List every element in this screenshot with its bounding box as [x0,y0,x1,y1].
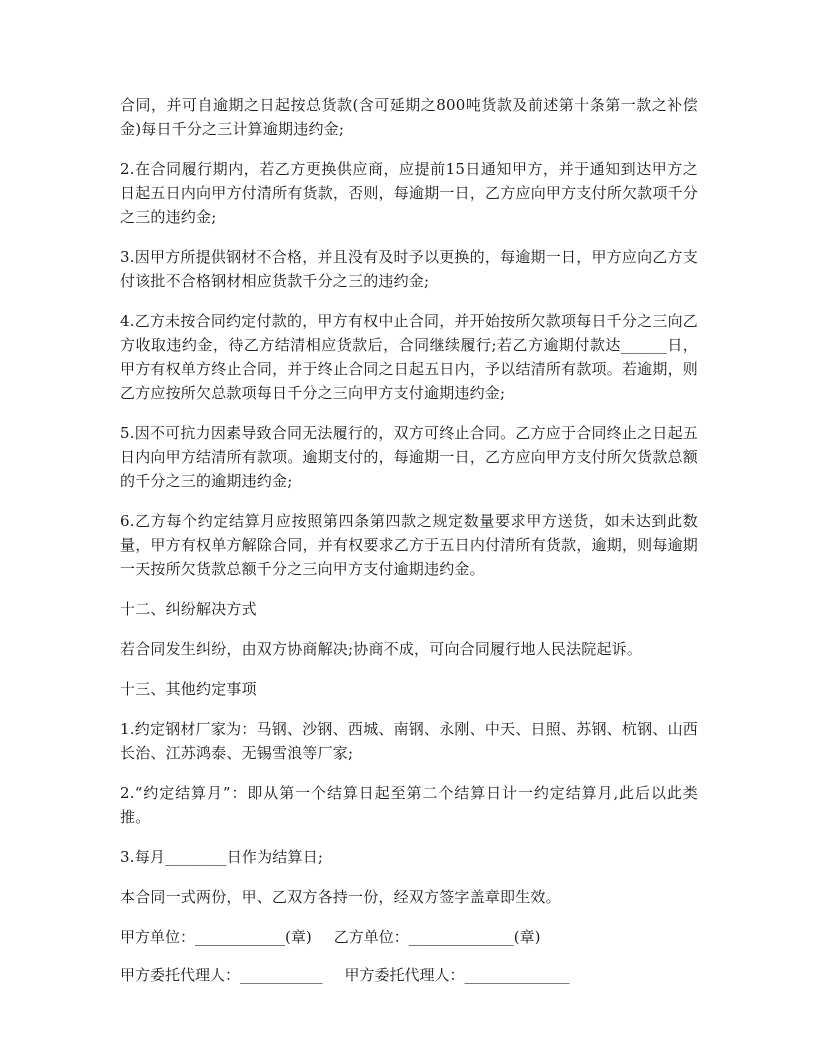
other-item-1: 1.约定钢材厂家为：马钢、沙钢、西城、南钢、永刚、中天、日照、苏钢、杭钢、山西长治、江苏鸿泰、无锡雪浪等厂家; [120,720,698,762]
clause-item-4: 4.乙方未按合同约定付款的，甲方有权中止合同，并开始按所欠款项每日千分之三向乙方收取违约金，待乙方结清相应货款后，合同继续履行;若乙方逾期付款达______日，甲方有权单方终止合同，并于终止合同之日起五日内，予以结清所有款项。若逾期，则乙方应按所欠总款项每日千分之三向甲方支付逾期违约金; [120,312,698,402]
dispute-resolution-text: 若合同发生纠纷，由双方协商解决;协商不成，可向合同履行地人民法院起诉。 [120,640,643,658]
clause-item-6: 6.乙方每个约定结算月应按照第四条第四款之规定数量要求甲方送货，如未达到此数量，甲方有权单方解除合同，并有权要求乙方于五日内付清所有货款，逾期，则每逾期一天按所欠货款总额千分之三向甲方支付逾期违约金。 [120,512,698,578]
other-item-3: 3.每月________日作为结算日; [120,848,324,866]
party-a-agent-field-2: 甲方委托代理人：______________ [344,966,570,984]
signature-row-units [120,925,698,949]
other-item-2: 2.“约定结算月”：即从第一个结算日起至第二个结算日计一约定结算月,此后以此类推。 [120,784,698,826]
section-heading-other: 十三、其他约定事项 [120,680,257,698]
section-heading-dispute: 十二、纠纷解决方式 [120,600,257,618]
party-a-agent-field: 甲方委托代理人：___________ [120,966,323,984]
party-a-unit-field: 甲方单位：____________(章) [120,928,312,946]
clause-item-3: 3.因甲方所提供钢材不合格，并且没有及时予以更换的，每逾期一日，甲方应向乙方支付该批不合格钢材相应货款千分之三的违约金; [120,248,698,290]
effectiveness-clause: 本合同一式两份，甲、乙双方各持一份，经双方签字盖章即生效。 [120,888,561,906]
contract-page [120,93,698,1001]
clause-item-2: 2.在合同履行期内，若乙方更换供应商，应提前15日通知甲方，并于通知到达甲方之日起五日内向甲方付清所有货款，否则，每逾期一日，乙方应向甲方支付所欠款项千分之三的违约金; [120,160,698,226]
clause-item-5: 5.因不可抗力因素导致合同无法履行的，双方可终止合同。乙方应于合同终止之日起五日内向甲方结清所有款项。逾期支付的，每逾期一日，乙方应向甲方支付所欠货款总额的千分之三的逾期违约金; [120,424,698,490]
party-b-unit-field: 乙方单位：______________(章) [333,928,541,946]
signature-row-agents [120,963,698,987]
clause-continuation: 合同，并可自逾期之日起按总货款(含可延期之800吨货款及前述第十条第一款之补偿金)每日千分之三计算逾期违约金; [120,96,698,138]
